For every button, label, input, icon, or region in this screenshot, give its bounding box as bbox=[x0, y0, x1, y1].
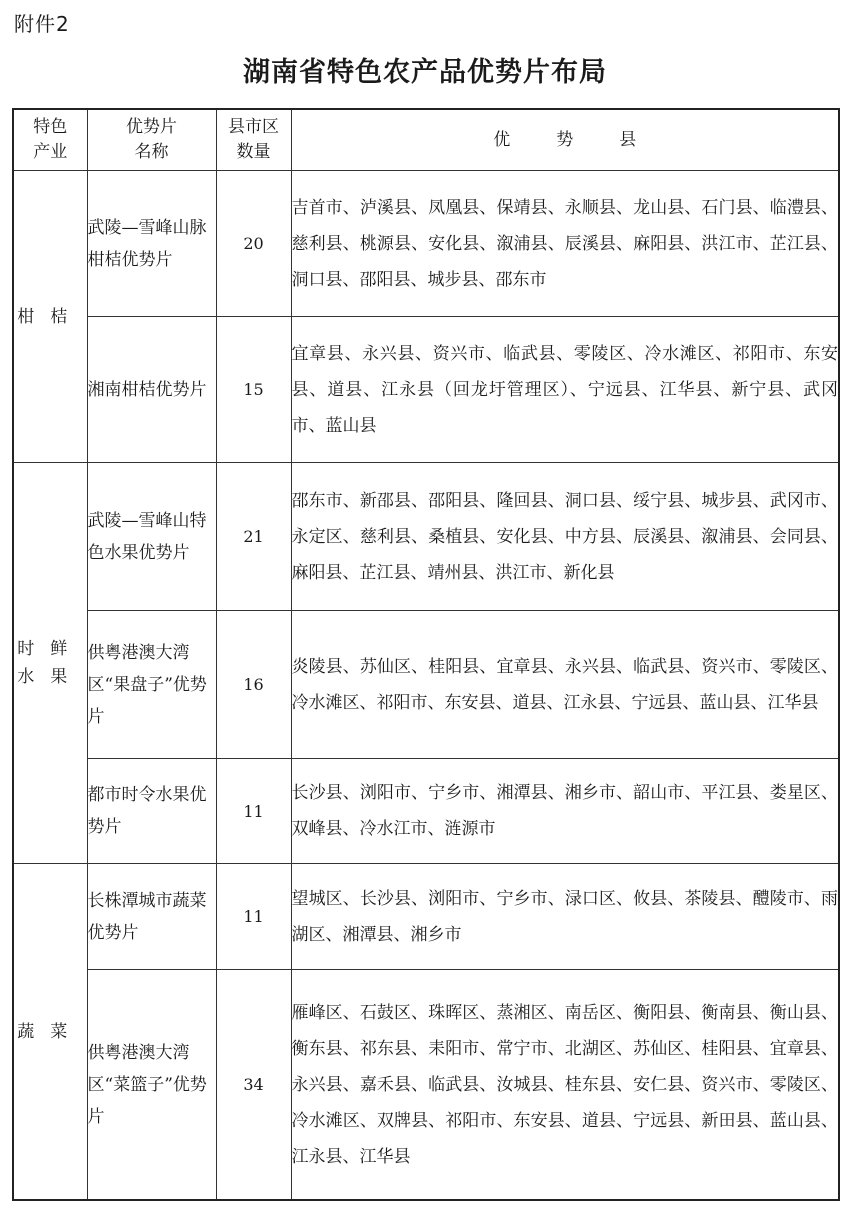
counties-cell: 炎陵县、苏仙区、桂阳县、宜章县、永兴县、临武县、资兴市、零陵区、冷水滩区、祁阳市、东安县、道县、江永县、宁远县、蓝山县、江华县 bbox=[291, 611, 839, 759]
county-count-cell: 16 bbox=[216, 611, 291, 759]
header-zone-line: 优势片 bbox=[126, 117, 177, 137]
table-row bbox=[13, 864, 839, 970]
industry-label: 柑桔 bbox=[17, 306, 84, 327]
header-industry-line: 特色 bbox=[33, 117, 68, 137]
table-row bbox=[13, 171, 839, 317]
counties-cell: 雁峰区、石鼓区、珠晖区、蒸湘区、南岳区、衡阳县、衡南县、衡山县、衡东县、祁东县、耒阳市、常宁市、北湖区、苏仙区、桂阳县、宜章县、永兴县、嘉禾县、临武县、汝城县、桂东县、安仁县、资兴市、零陵区、冷水滩区、双牌县、祁阳市、东安县、道县、宁远县、新田县、蓝山县、江永县、江华县 bbox=[291, 970, 839, 1201]
counties-cell: 宜章县、永兴县、资兴市、临武县、零陵区、冷水滩区、祁阳市、东安县、道县、江永县（回龙圩管理区）、宁远县、江华县、新宁县、武冈市、蓝山县 bbox=[291, 317, 839, 463]
counties-cell: 长沙县、浏阳市、宁乡市、湘潭县、湘乡市、韶山市、平江县、娄星区、双峰县、冷水江市、涟源市 bbox=[291, 759, 839, 864]
industry-label-line: 水果 bbox=[17, 667, 84, 687]
header-count-line: 数量 bbox=[236, 142, 271, 162]
header-zone-line: 名称 bbox=[134, 142, 169, 162]
counties-cell: 吉首市、泸溪县、凤凰县、保靖县、永顺县、龙山县、石门县、临澧县、慈利县、桃源县、安化县、溆浦县、辰溪县、麻阳县、洪江市、芷江县、洞口县、邵阳县、城步县、邵东市 bbox=[291, 171, 839, 317]
county-count-cell: 20 bbox=[216, 171, 291, 317]
county-count-cell: 15 bbox=[216, 317, 291, 463]
counties-cell: 邵东市、新邵县、邵阳县、隆回县、洞口县、绥宁县、城步县、武冈市、永定区、慈利县、桑植县、安化县、中方县、辰溪县、溆浦县、会同县、麻阳县、芷江县、靖州县、洪江市、新化县 bbox=[291, 463, 839, 611]
industry-cell bbox=[13, 864, 87, 1201]
header-industry bbox=[13, 109, 87, 171]
header-counties: 优势县 bbox=[291, 109, 839, 171]
table-row bbox=[13, 463, 839, 611]
table-row bbox=[13, 759, 839, 864]
county-count-cell: 21 bbox=[216, 463, 291, 611]
zone-name-cell: 武陵—雪峰山特色水果优势片 bbox=[87, 463, 216, 611]
header-count bbox=[216, 109, 291, 171]
header-industry-line: 产业 bbox=[33, 142, 68, 162]
industry-cell bbox=[13, 463, 87, 864]
layout-table bbox=[12, 108, 840, 1201]
attachment-label: 附件2 bbox=[14, 12, 70, 36]
header-row bbox=[13, 109, 839, 171]
table-row bbox=[13, 317, 839, 463]
county-count-cell: 11 bbox=[216, 864, 291, 970]
header-count-line: 县市区 bbox=[228, 117, 279, 137]
table-row bbox=[13, 611, 839, 759]
industry-cell bbox=[13, 171, 87, 463]
page-title: 湖南省特色农产品优势片布局 bbox=[243, 57, 607, 88]
zone-name-cell: 长株潭城市蔬菜优势片 bbox=[87, 864, 216, 970]
header-zone bbox=[87, 109, 216, 171]
counties-cell: 望城区、长沙县、浏阳市、宁乡市、渌口区、攸县、茶陵县、醴陵市、雨湖区、湘潭县、湘乡市 bbox=[291, 864, 839, 970]
county-count-cell: 34 bbox=[216, 970, 291, 1201]
zone-name-cell: 湘南柑桔优势片 bbox=[87, 317, 216, 463]
table-row bbox=[13, 970, 839, 1201]
zone-name-cell: 供粤港澳大湾区“菜篮子”优势片 bbox=[87, 970, 216, 1201]
zone-name-cell: 都市时令水果优势片 bbox=[87, 759, 216, 864]
industry-label: 蔬菜 bbox=[17, 1021, 84, 1042]
zone-name-cell: 供粤港澳大湾区“果盘子”优势片 bbox=[87, 611, 216, 759]
industry-label-line: 时鲜 bbox=[17, 639, 84, 659]
zone-name-cell: 武陵—雪峰山脉柑桔优势片 bbox=[87, 171, 216, 317]
county-count-cell: 11 bbox=[216, 759, 291, 864]
